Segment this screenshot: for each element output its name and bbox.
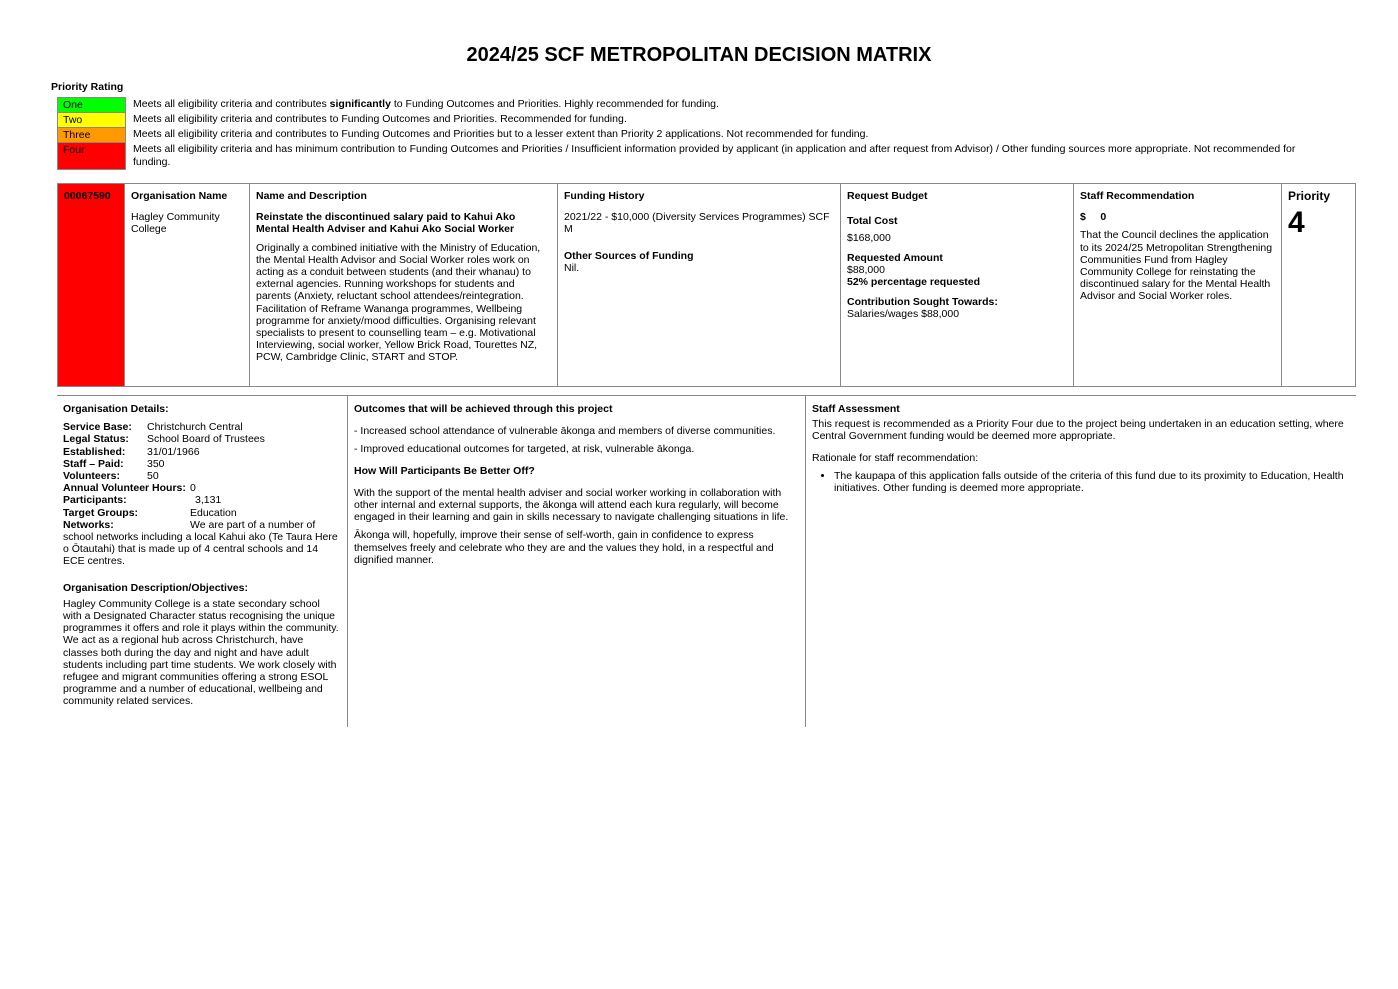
better-off-paragraph: With the support of the mental health adviser and social worker working in collaboration with other internal and external supports, the ākonga will attend each kura regularly, will become engaged in their learning and gain in skills necessary to navigate challenging situations in life.: [354, 486, 789, 524]
volunteer-hours: 0: [190, 482, 196, 495]
legend-swatch-one: One: [57, 97, 126, 112]
total-cost: $168,000: [847, 232, 891, 245]
legend-text-three: Meets all eligibility criteria and contributes to Funding Outcomes and Priorities but to a lesser extent than Priority 2 applications. Not recommended for funding.: [133, 128, 869, 140]
outcomes-heading: Outcomes that will be achieved through this project: [354, 403, 613, 415]
priority-cell: [1282, 184, 1355, 386]
outcomes-section: [348, 396, 806, 727]
priority-header: Priority: [1288, 189, 1331, 203]
legend-text-one: Meets all eligibility criteria and contributes significantly to Funding Outcomes and Priorities. Highly recommended for funding.: [133, 98, 719, 110]
staff-rec-amount: $ 0: [1080, 211, 1107, 224]
details-section: [57, 395, 1356, 727]
target-groups-label: Target Groups:: [63, 506, 139, 519]
organisation-name-cell: [125, 184, 250, 386]
rationale-list: [812, 470, 1350, 494]
staff-assessment-heading: Staff Assessment: [812, 403, 900, 415]
established: 31/01/1966: [147, 445, 200, 458]
name-description-cell: [250, 184, 558, 386]
contribution: Salaries/wages $88,000: [847, 308, 960, 321]
organisation-details: [57, 396, 348, 727]
percentage-requested: 52% percentage requested: [847, 276, 981, 289]
legend-row-four: [57, 142, 1317, 170]
staff-rec-header: Staff Recommendation: [1080, 190, 1195, 202]
participants-label: Participants:: [63, 494, 127, 507]
established-label: Established:: [63, 445, 126, 458]
staff-rec-text: That the Council declines the application to its 2024/25 Metropolitan Strengthening Communities Fund from Hagley Community College for reinstating the discontinued salary for the Mental Health Advisor and Social Worker roles.: [1080, 229, 1273, 303]
request-budget-header: Request Budget: [847, 190, 928, 202]
priority-rating-heading: Priority Rating: [51, 81, 124, 93]
legend-row-one: [57, 97, 1317, 112]
other-sources: Nil.: [564, 261, 580, 274]
volunteer-hours-label: Annual Volunteer Hours:: [63, 482, 186, 495]
priority-legend: [57, 97, 1317, 170]
outcome-item: - Increased school attendance of vulnerable ākonga and members of diverse communities.: [354, 425, 776, 438]
legal-status-label: Legal Status:: [63, 433, 129, 446]
project-title: Reinstate the discontinued salary paid to Kahui Ako Mental Health Adviser and Kahui Ako Social Worker: [256, 211, 516, 236]
legend-swatch-two: Two: [57, 112, 126, 127]
legend-text-four: Meets all eligibility criteria and has minimum contribution to Funding Outcomes and Priorities / Insufficient information provided by applicant (in application and after request from Advisor) / Other funding sources more appropriate. Not recommended for funding.: [133, 143, 1296, 168]
org-details-heading: Organisation Details:: [63, 403, 169, 415]
staff-assessment-text: This request is recommended as a Priority Four due to the project being undertaken in an education setting, where Central Government funding would be deemed more appropriate.: [812, 418, 1344, 443]
org-name: Hagley Community College: [131, 211, 220, 236]
legend-text-two: Meets all eligibility criteria and contributes to Funding Outcomes and Priorities. Recommended for funding.: [133, 113, 627, 125]
funding-history-header: Funding History: [564, 190, 645, 202]
rationale-item: • The kaupapa of this application falls outside of the criteria of this fund due to its proximity to Education, Health initiatives. Other funding is deemed more appropriate.: [834, 470, 1350, 494]
service-base: Christchurch Central: [147, 421, 243, 434]
staff-recommendation-cell: [1074, 184, 1282, 386]
volunteers: 50: [147, 470, 159, 483]
staff-assessment-section: [806, 396, 1356, 727]
org-description-heading: Organisation Description/Objectives:: [63, 581, 248, 594]
better-off-paragraph: Ākonga will, hopefully, improve their sense of self-worth, gain in confidence to express themselves freely and celebrate who they are and the values they hold, in a respectful and dignified manner.: [354, 529, 774, 566]
org-name-header: Organisation Name: [131, 190, 228, 202]
legend-swatch-four: Four: [57, 142, 126, 170]
total-cost-label: Total Cost: [847, 215, 898, 228]
legend-swatch-three: Three: [57, 127, 126, 142]
request-budget-cell: [841, 184, 1074, 386]
legend-row-three: [57, 127, 1317, 142]
staff-paid: 350: [147, 457, 165, 470]
participants: 3,131: [195, 494, 222, 507]
rationale-label: Rationale for staff recommendation:: [812, 451, 979, 464]
networks: We are part of a number of school networks including a local Kahui ako (Te Taura Here o Ōtautahi) that is made up of 4 central schools and 14 ECE centres.: [63, 518, 338, 568]
application-summary-table: [57, 183, 1356, 387]
page-title: 2024/25 SCF METROPOLITAN DECISION MATRIX: [466, 44, 932, 66]
networks-label: Networks:: [63, 518, 114, 531]
priority-value: 4: [1288, 206, 1305, 240]
staff-paid-label: Staff – Paid:: [63, 457, 124, 470]
requested-amount-label: Requested Amount: [847, 251, 943, 264]
target-groups: Education: [190, 506, 237, 519]
other-sources-header: Other Sources of Funding: [564, 249, 694, 262]
name-desc-header: Name and Description: [256, 190, 367, 202]
better-off-heading: How Will Participants Be Better Off?: [354, 464, 535, 477]
requested-amount: $88,000: [847, 263, 885, 276]
service-base-label: Service Base:: [63, 421, 132, 434]
application-id: 00067590: [58, 184, 125, 386]
volunteers-label: Volunteers:: [63, 470, 120, 483]
project-description: Originally a combined initiative with the Ministry of Education, the Mental Health Advisor and Social Worker roles work on acting as a conduit between students (and their whanau) to external agencies. Running workshops for students and parents (Anxiety, reluctant school attendees/reintegration. Facilitation of Reframe Wananga programmes, Wellbeing programme for anxiety/mood difficulties. Organising relevant specialists to present to counselling team – e.g. Motivational Interviewing, social worker, Yellow Brick Road, Tourettes NZ, PCW, Cambridge Clinic, START and STOP.: [256, 241, 541, 364]
legend-row-two: [57, 112, 1317, 127]
org-description: Hagley Community College is a state secondary school with a Designated Character status recognising the unique programmes it offers and role it plays within the community. We act as a regional hub across Christchurch, have classes both during the day and night and have adult students including part time students. We work closely with refugee and migrant communities offering a strong ESOL programme and a number of educational, wellbeing and community related services.: [63, 597, 339, 708]
contribution-label: Contribution Sought Towards:: [847, 296, 998, 309]
funding-history: 2021/22 - $10,000 (Diversity Services Programmes) SCF M: [564, 211, 830, 236]
legal-status: School Board of Trustees: [147, 433, 265, 446]
funding-history-cell: [558, 184, 841, 386]
outcome-item: - Improved educational outcomes for targeted, at risk, vulnerable ākonga.: [354, 443, 695, 456]
